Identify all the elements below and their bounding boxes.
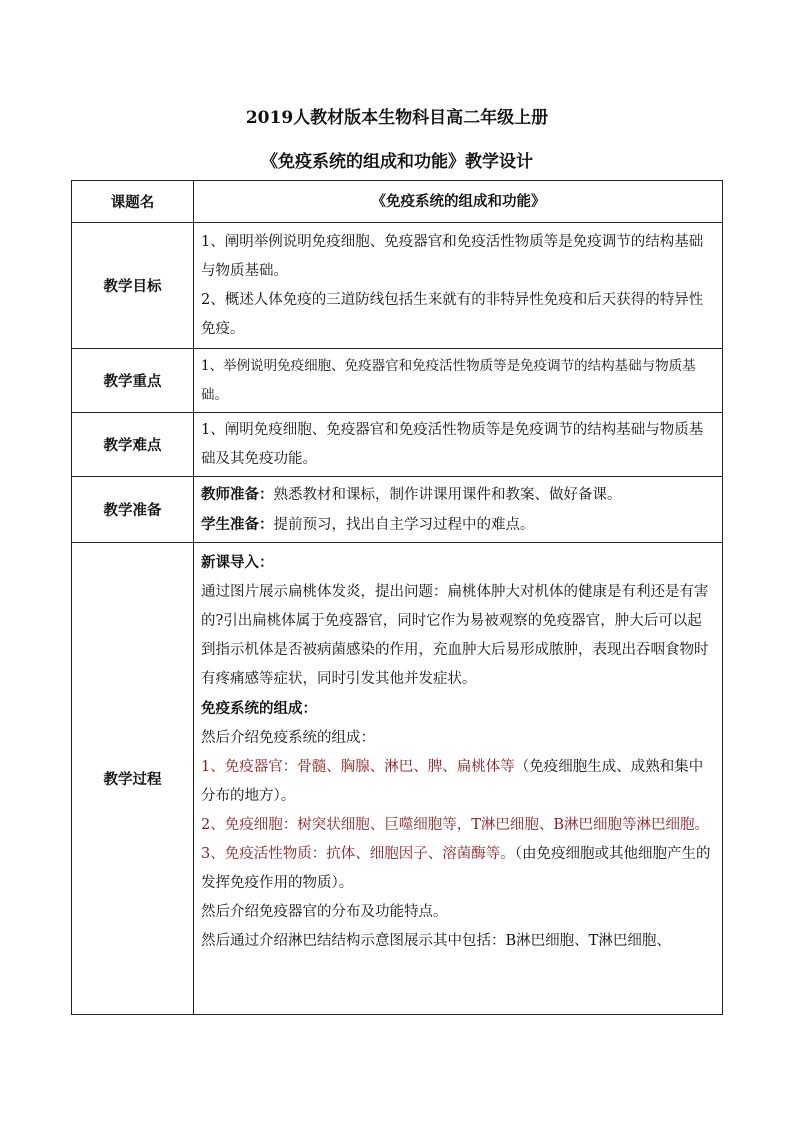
composition-intro: 然后介绍免疫系统的组成：	[201, 730, 375, 746]
process-next-1: 然后介绍免疫器官的分布及功能特点。	[201, 904, 448, 920]
student-prep	[201, 510, 716, 540]
table-row	[72, 349, 723, 413]
process-next-2: 然后通过介绍淋巴结结构示意图展示其中包括：B淋巴细胞、T淋巴细胞、	[201, 933, 671, 949]
teacher-prep-label: 教师准备：	[201, 485, 274, 503]
row-label-process: 教学过程	[72, 543, 194, 1015]
process-content	[194, 543, 723, 1015]
teacher-prep-text: 熟悉教材和课标，制作讲课用课件和教案、做好备课。	[273, 486, 622, 503]
document-title: 2019人教材版本生物科目高二年级上册	[245, 108, 549, 128]
row-label-topic: 课题名	[72, 181, 194, 223]
table-row	[72, 223, 723, 349]
intro-text: 通过图片展示扁桃体发炎，提出问题：扁桃体肿大对机体的健康是有利还是有害的?引出扁桃体属于免疫器官，同时它作为易被观察的免疫器官，肿大后可以起到指示机体是否被病菌感染的作用，充血肿大后易形成脓肿，表现出吞咽食物时有疼痛感等症状，同时引发其他并发症状。	[201, 584, 709, 687]
composition-item-2: 2、免疫细胞：树突状细胞、巨噬细胞等，T淋巴细胞、B淋巴细胞等淋巴细胞。	[201, 817, 710, 833]
goal-item-2: 2、概述人体免疫的三道防线包括生来就有的非特异性免疫和后天获得的特异性免疫。	[201, 291, 704, 337]
key-item-1: 1、举例说明免疫细胞、免疫器官和免疫活性物质等是免疫调节的结构基础与物质基础。	[201, 357, 696, 403]
key-content	[194, 349, 723, 413]
row-label-goals: 教学目标	[72, 223, 194, 349]
composition-item-1: 1、免疫器官：骨髓、胸腺、淋巴、脾、扁桃体等（免疫细胞生成、成熟和集中分布的地方）。	[201, 759, 704, 804]
student-prep-label: 学生准备：	[201, 515, 274, 533]
document-subtitle: 《免疫系统的组成和功能》教学设计	[261, 152, 533, 172]
teacher-prep	[201, 480, 716, 510]
lesson-plan-table	[71, 180, 723, 1015]
topic-value: 《免疫系统的组成和功能》	[194, 181, 723, 223]
table-row	[72, 413, 723, 477]
row-label-prep: 教学准备	[72, 477, 194, 543]
difficulty-item-1: 1、阐明免疫细胞、免疫器官和免疫活性物质等是免疫调节的结构基础与物质基础及其免疫功能。	[201, 421, 704, 467]
composition-heading: 免疫系统的组成：	[201, 700, 317, 717]
table-row	[72, 543, 723, 1015]
row-label-difficulty: 教学难点	[72, 413, 194, 477]
row-label-key: 教学重点	[72, 349, 194, 413]
prep-content	[194, 477, 723, 543]
goals-content	[194, 223, 723, 349]
intro-heading: 新课导入：	[201, 554, 274, 571]
composition-item-3: 3、免疫活性物质：抗体、细胞因子、溶菌酶等。（由免疫细胞或其他细胞产生的发挥免疫作用的物质）。	[201, 846, 711, 891]
goal-item-1: 1、阐明举例说明免疫细胞、免疫器官和免疫活性物质等是免疫调节的结构基础与物质基础。	[201, 233, 704, 279]
difficulty-content	[194, 413, 723, 477]
table-row	[72, 181, 723, 223]
student-prep-text: 提前预习，找出自主学习过程中的难点。	[273, 516, 535, 533]
table-row	[72, 477, 723, 543]
